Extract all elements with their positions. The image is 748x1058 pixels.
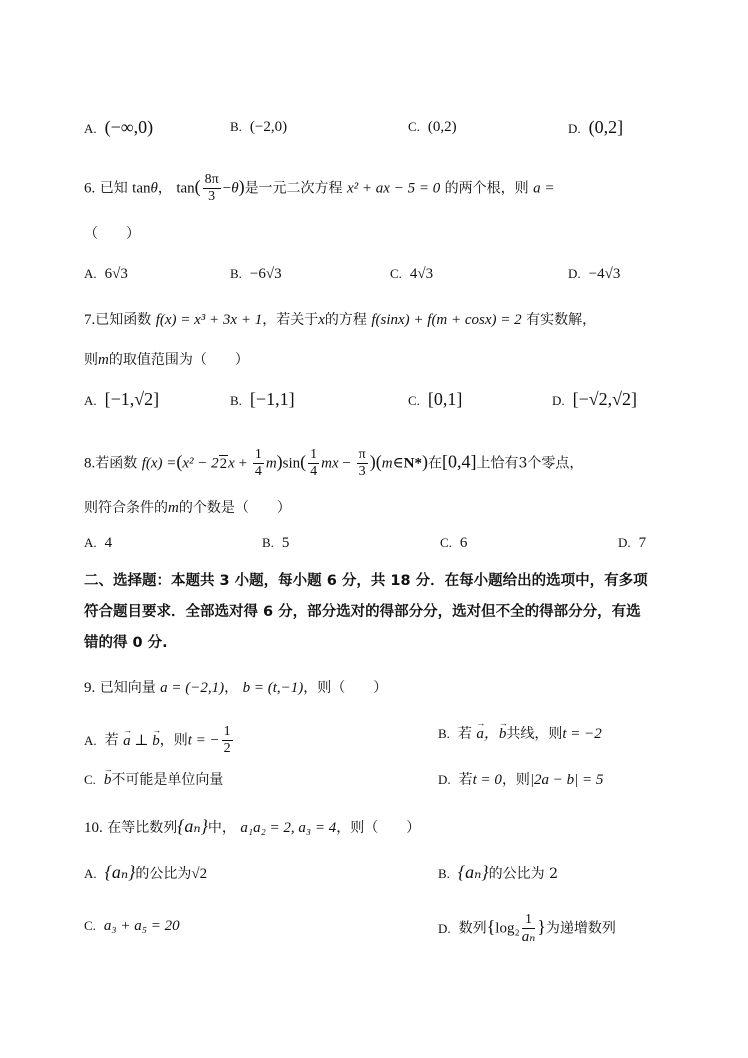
section-2-instructions: 二、选择题：本题共 3 小题，每小题 6 分，共 18 分．在每小题给出的选项中，有多项 符合题目要求．全部选对得 6 分，部分选对的得部分分，选对但不全的得部分分，有选 错的得 0 分. (84, 573, 648, 651)
q5-option-d: D. (0,2] (568, 117, 624, 137)
q8-option-b: B. 5 (262, 535, 290, 551)
q10-option-a: A. {aₙ}的公比为√2 (84, 862, 208, 882)
q6-blank: （ ） (84, 226, 140, 242)
q9-option-a: A. 若 → a ⊥ → b，则t = − $\frac{1}{2}$ (84, 724, 235, 757)
q8-stem-line2: 则符合条件的m的个数是（ ） (84, 500, 291, 516)
q5-option-c: C. (0,2) (408, 119, 457, 135)
q6-option-b: B. −6√3 (230, 266, 282, 282)
q9-option-c: C.→ b不可能是单位向量 (84, 770, 223, 790)
q5-option-b: B. (−2,0) (230, 119, 288, 135)
q10-option-c: C. a₃ + a₅ = 20 (84, 918, 180, 934)
q6-option-c: C. 4√3 (390, 266, 434, 282)
q7-option-b: B. [−1,1] (230, 389, 295, 409)
q9-stem: 9. 已知向量 a = (−2,1)， b = (t,−1)，则（ ） (84, 680, 388, 696)
q8-option-a: A. 4 (84, 535, 113, 551)
q9-option-b: B. 若 → a，→ b共线，则t = −2 (438, 724, 602, 744)
q6-option-a: A. 6√3 (84, 266, 128, 282)
q6-fraction: $\frac{8\pi}{3}$ (204, 172, 219, 204)
q10-option-b: B. {aₙ}的公比为 2 (438, 862, 558, 882)
q8-stem: 8.若函数 f(x) =(x² − 22x + $\frac{1}{4}$ m)sin( $\frac{1}{4}$ mx − $\frac{\pi}{3}$ )(m∈N*)在[0,4]上恰有3个零点， (84, 447, 584, 479)
q8-option-d: D. 7 (618, 535, 647, 551)
q5-option-a: A. (−∞,0) (84, 117, 154, 137)
q7-option-c: C. [0,1] (408, 389, 463, 409)
q6-option-d: D. −4√3 (568, 266, 621, 282)
q7-option-a: A. [−1,√2] (84, 389, 160, 409)
q7-stem-line2: 则m的取值范围为（ ） (84, 352, 249, 368)
q9-option-d: D. 若t = 0，则|2a − b| = 5 (438, 772, 604, 788)
q7-stem: 7.已知函数 f(x) = x³ + 3x + 1，若关于x的方程 f(sinx) + f(m + cosx) = 2 有实数解， (84, 312, 597, 328)
q6-stem: 6. 已知 tanθ， tan( $\frac{8\pi}{3}$ −θ)是一元二次方程 x² + ax − 5 = 0 的两个根，则 a = (84, 172, 555, 204)
q8-option-c: C. 6 (440, 535, 468, 551)
q10-stem: 10. 在等比数列{aₙ}中， a₁a₂ = 2, a₃ = 4，则（ ） (84, 816, 421, 836)
q7-option-d: D. [−√2,√2] (552, 389, 638, 409)
q10-option-d: D. 数列{log₂ $\frac{1}{\text{aₙ}}$ }为递增数列 (438, 912, 616, 945)
